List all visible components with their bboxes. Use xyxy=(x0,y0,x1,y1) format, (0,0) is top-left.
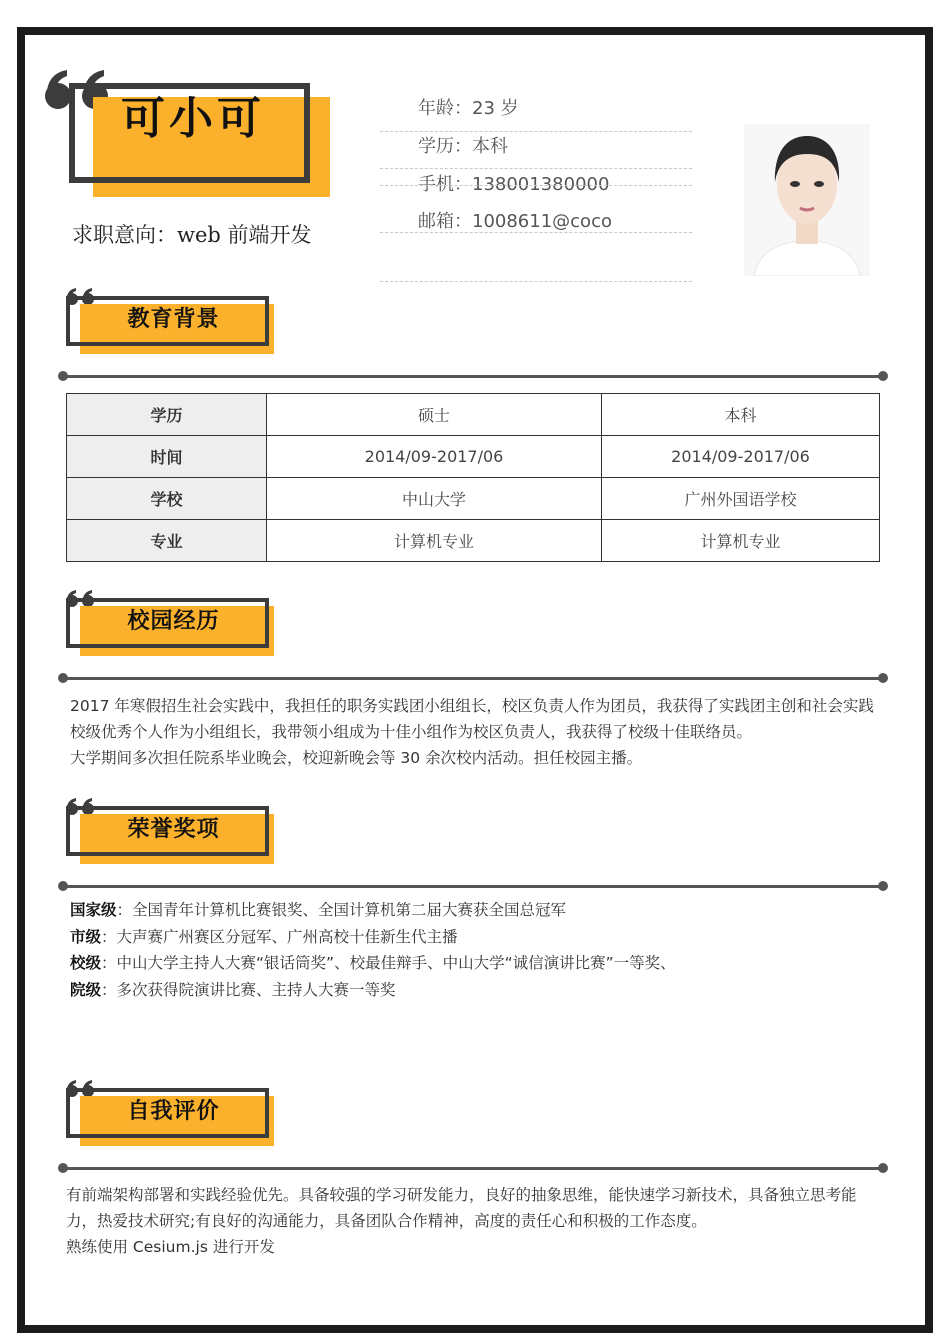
honor-text: ：全国青年计算机比赛银奖、全国计算机第二届大赛获全国总冠军 xyxy=(116,901,567,919)
section-title: 教育背景 xyxy=(127,307,220,332)
self-eval-text xyxy=(66,1182,881,1260)
table-cell: 本科 xyxy=(602,394,880,436)
table-header-cell: 专业 xyxy=(67,520,267,562)
section-header-campus xyxy=(66,590,281,660)
table-cell: 计算机专业 xyxy=(267,520,602,562)
table-row xyxy=(67,394,880,436)
table-row xyxy=(67,478,880,520)
honor-level: 国家级 xyxy=(70,901,117,919)
section-divider xyxy=(62,885,884,888)
honor-level: 校级 xyxy=(70,954,102,972)
info-degree: 学历：本科 xyxy=(418,136,508,157)
section-title: 校园经历 xyxy=(127,609,220,634)
section-title: 自我评价 xyxy=(127,1099,220,1124)
table-header-cell: 学校 xyxy=(67,478,267,520)
info-phone: 手机：138001380000 xyxy=(418,174,610,195)
honor-text: ：中山大学主持人大赛“银话筒奖”、校最佳辩手、中山大学“诚信演讲比赛”一等奖、 xyxy=(101,954,676,972)
job-intent: 求职意向：web 前端开发 xyxy=(72,223,312,247)
list-item xyxy=(70,924,880,951)
info-email: 邮箱：1008611@coco xyxy=(418,211,612,232)
honor-text: ：多次获得院演讲比赛、主持人大赛一等奖 xyxy=(101,980,396,999)
honors-list xyxy=(70,897,880,1003)
table-cell: 硕士 xyxy=(267,394,602,436)
section-header-self-eval xyxy=(66,1080,281,1150)
table-header-cell: 时间 xyxy=(67,436,267,478)
table-header-cell: 学历 xyxy=(67,394,267,436)
education-table xyxy=(66,393,880,562)
table-cell: 中山大学 xyxy=(267,478,602,520)
campus-text xyxy=(70,693,880,771)
section-divider xyxy=(62,677,884,680)
table-cell: 计算机专业 xyxy=(602,520,880,562)
honor-level: 市级 xyxy=(70,927,102,946)
table-cell: 广州外国语学校 xyxy=(602,478,880,520)
honor-level: 院级 xyxy=(70,980,102,999)
table-cell: 2014/09-2017/06 xyxy=(602,436,880,478)
list-item xyxy=(70,897,880,924)
list-item xyxy=(70,950,880,977)
info-divider xyxy=(380,232,692,233)
section-header-education xyxy=(66,288,281,358)
campus-paragraph: 2017 年寒假招生社会实践中，我担任的职务实践团小组组长，校区负责人作为团员，我获得了实践团主创和社会实践校级优秀个人作为小组组长，我带领小组成为十佳小组作为校区负责人，我获得了校级十佳联络员。 xyxy=(70,697,874,741)
section-divider xyxy=(62,1167,884,1170)
self-eval-paragraph: 熟练使用 Cesium.js 进行开发 xyxy=(66,1238,275,1256)
table-row xyxy=(67,520,880,562)
list-item xyxy=(70,977,880,1004)
honor-text: ：大声赛广州赛区分冠军、广州高校十佳新生代主播 xyxy=(101,927,458,946)
info-age: 年龄：23 岁 xyxy=(418,98,519,119)
section-header-honors xyxy=(66,798,281,868)
section-divider xyxy=(62,375,884,378)
info-divider xyxy=(380,185,692,186)
table-row xyxy=(67,436,880,478)
self-eval-paragraph: 有前端架构部署和实践经验优先。具备较强的学习研发能力，良好的抽象思维，能快速学习新技术，具备独立思考能力，热爱技术研究;有良好的沟通能力，具备团队合作精神，高度的责任心和积极的工作态度。 xyxy=(66,1186,857,1230)
info-divider xyxy=(380,131,692,132)
campus-paragraph: 大学期间多次担任院系毕业晚会，校迎新晚会等 30 余次校内活动。担任校园主播。 xyxy=(70,749,643,767)
portrait-photo xyxy=(744,124,870,276)
info-divider xyxy=(380,168,692,169)
section-title: 荣誉奖项 xyxy=(127,817,220,842)
info-divider xyxy=(380,281,692,282)
table-cell: 2014/09-2017/06 xyxy=(267,436,602,478)
candidate-name: 可小可 xyxy=(121,93,265,144)
